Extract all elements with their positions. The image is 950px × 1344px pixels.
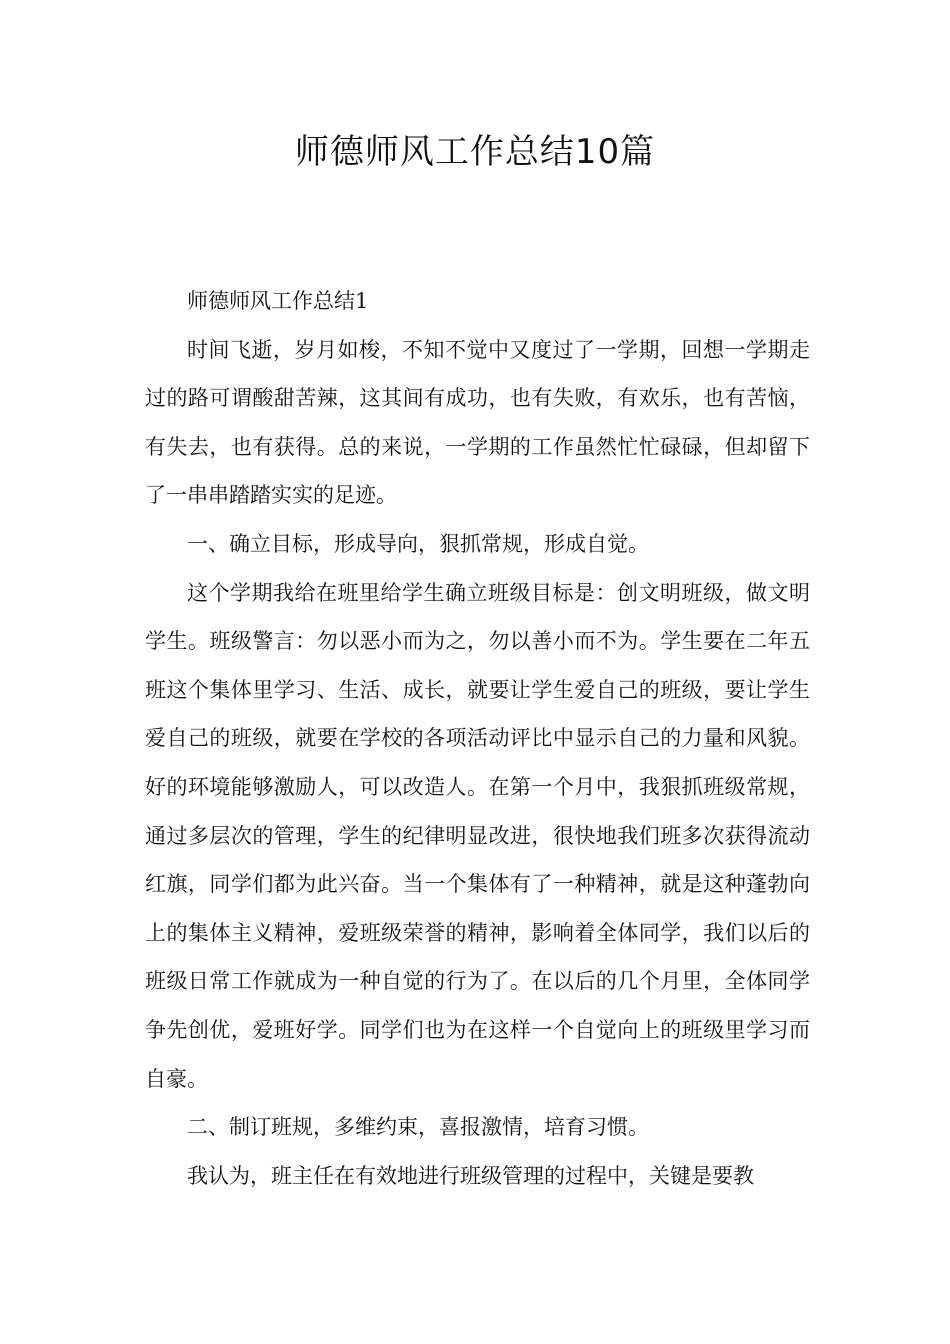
body-paragraph: 这个学期我给在班里给学生确立班级目标是：创文明班级，做文明学生。班级警言：勿以恶小而为之，勿以善小而不为。学生要在二年五班这个集体里学习、生活、成长，就要让学生爱自己的班级，要让学生爱自己的班级，就要在学校的各项活动评比中显示自己的力量和风貌。好的环境能够激励人，可以改造人。在第一个月中，我狠抓班级常规，通过多层次的管理，学生的纪律明显改进，很快地我们班多次获得流动红旗，同学们都为此兴奋。当一个集体有了一种精神，就是这种蓬勃向上的集体主义精神，爱班级荣誉的精神，影响着全体同学，我们以后的班级日常工作就成为一种自觉的行为了。在以后的几个月里，全体同学争先创优，爱班好学。同学们也为在这样一个自觉向上的班级里学习而自豪。	[145, 580, 810, 1091]
document-title: 师德师风工作总结10篇	[294, 132, 656, 172]
document-body	[145, 277, 810, 1200]
body-paragraph: 我认为，班主任在有效地进行班级管理的过程中，关键是要教	[187, 1163, 754, 1188]
body-paragraph: 时间飞逝，岁月如梭，不知不觉中又度过了一学期，回想一学期走过的路可谓酸甜苦辣，这其间有成功，也有失败，有欢乐，也有苦恼，有失去，也有获得。总的来说，一学期的工作虽然忙忙碌碌，但却留下了一串串踏踏实实的足迹。	[145, 337, 810, 508]
section-heading: 师德师风工作总结1	[187, 289, 369, 313]
section-heading: 一、确立目标，形成导向，狠抓常规，形成自觉。	[187, 531, 649, 556]
section-heading: 二、制订班规，多维约束，喜报激情，培育习惯。	[187, 1115, 649, 1140]
